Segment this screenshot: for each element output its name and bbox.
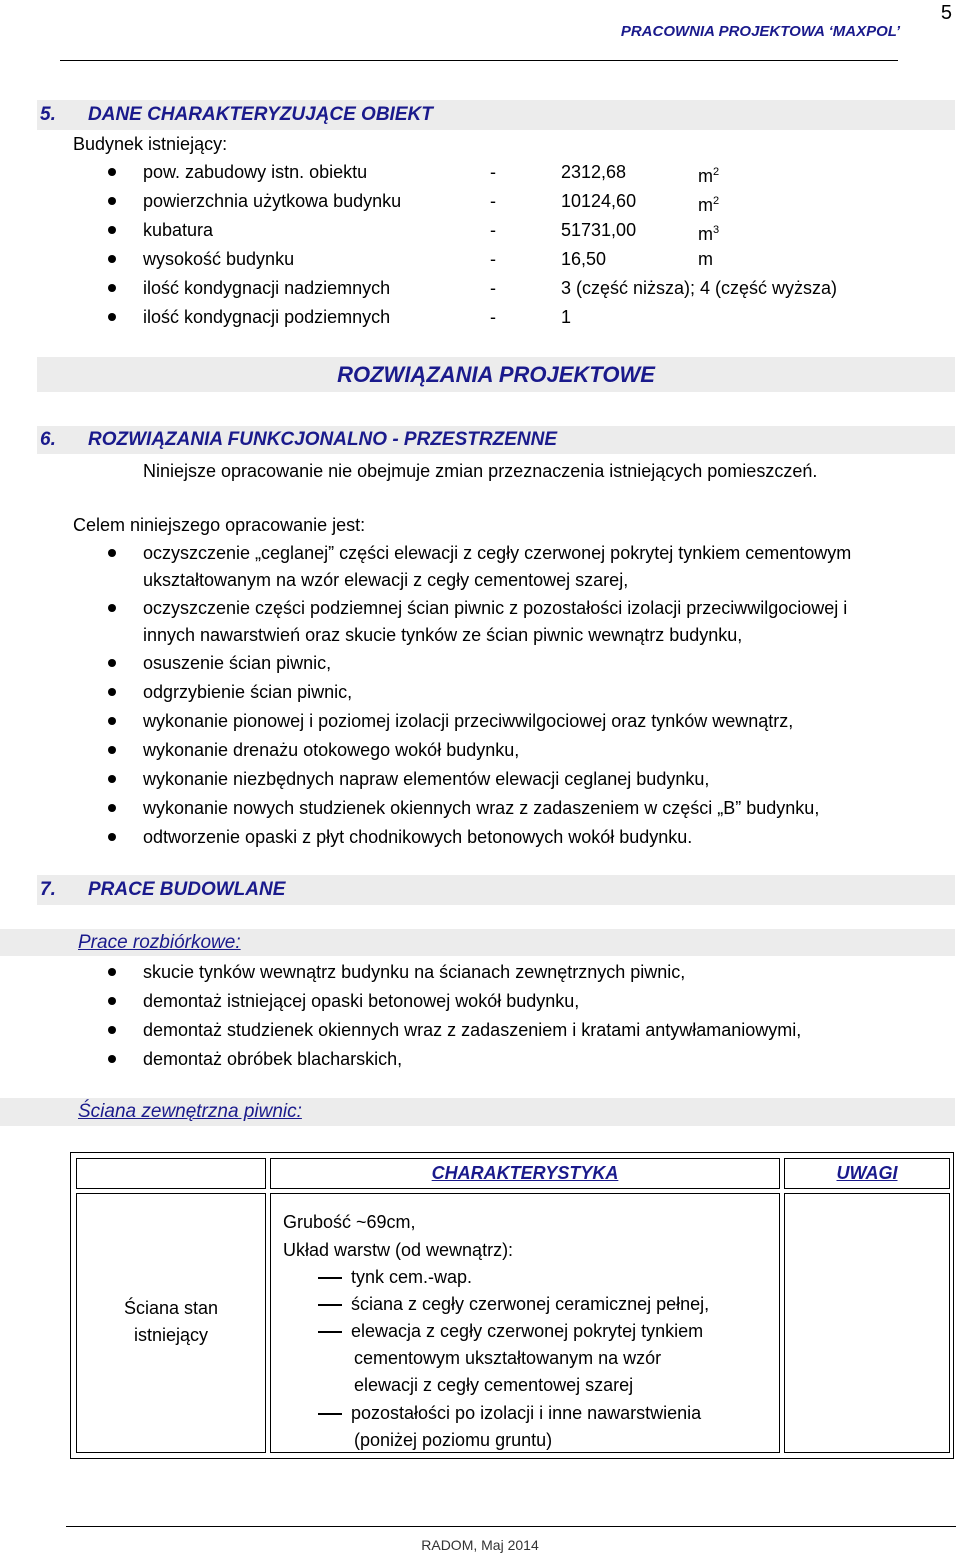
data-dash: - <box>490 191 496 211</box>
layer-item: (poniżej poziomu gruntu) <box>354 1430 553 1450</box>
goal-item: ukształtowanym na wzór elewacji z cegły cementowej szarej, <box>143 570 629 590</box>
section6-number: 6. <box>40 429 56 450</box>
footer-rule <box>66 1526 956 1527</box>
bullet-icon <box>108 255 116 263</box>
data-value: 2312,68 <box>561 162 627 182</box>
unit-exponent: 2 <box>713 166 720 178</box>
data-label: ilość kondygnacji nadziemnych <box>143 278 391 298</box>
section6-goal-intro: Celem niniejszego opracowanie jest: <box>73 515 366 535</box>
table-header-empty <box>76 1158 266 1189</box>
goal-item: wykonanie nowych studzienek okiennych wraz z zadaszeniem w części „B” budynku, <box>143 798 820 818</box>
data-dash: - <box>490 307 496 327</box>
bullet-icon <box>108 284 116 292</box>
data-value: 3 (część niższa); 4 (część wyższa) <box>561 278 838 298</box>
table-row-label-cell <box>76 1193 266 1453</box>
table-header-char <box>270 1158 780 1189</box>
goal-item: oczyszczenie części podziemnej ścian piwnic z pozostałości izolacji przeciwwilgociowej i <box>143 598 848 618</box>
table-header-notes <box>784 1158 950 1189</box>
section6-note: Niniejsze opracowanie nie obejmuje zmian przeznaczenia istniejących pomieszczeń. <box>143 461 818 481</box>
bullet-icon <box>108 549 116 557</box>
data-dash: - <box>490 278 496 298</box>
section5-title: DANE CHARAKTERYZUJĄCE OBIEKT <box>88 104 433 125</box>
row-label-line2: istniejący <box>133 1325 209 1345</box>
data-label: ilość kondygnacji podziemnych <box>143 307 391 327</box>
unit-symbol: m <box>698 224 713 244</box>
dash-icon <box>318 1277 342 1279</box>
data-label: wysokość budynku <box>143 249 295 269</box>
data-dash: - <box>490 220 496 240</box>
goal-item: odtworzenie opaski z płyt chodnikowych betonowych wokół budynku. <box>143 827 693 847</box>
bullet-icon <box>108 833 116 841</box>
bullet-icon <box>108 746 116 754</box>
bullet-icon <box>108 313 116 321</box>
bullet-icon <box>108 1026 116 1034</box>
section6-title: ROZWIĄZANIA FUNKCJONALNO - PRZESTRZENNE <box>88 429 557 450</box>
header-char-label: CHARAKTERYSTYKA <box>431 1163 619 1183</box>
bullet-icon <box>108 226 116 234</box>
layer-item: elewacji z cegły cementowej szarej <box>354 1375 634 1395</box>
layer-item: cementowym ukształtowanym na wzór <box>354 1348 662 1368</box>
goal-item: wykonanie pionowej i poziomej izolacji przeciwwilgociowej oraz tynków wewnątrz, <box>143 711 794 731</box>
table-notes-cell <box>784 1193 950 1453</box>
bullet-icon <box>108 997 116 1005</box>
bullet-icon <box>108 775 116 783</box>
page-header: PRACOWNIA PROJEKTOWA ‘MAXPOL’ <box>620 23 900 40</box>
data-dash: - <box>490 249 496 269</box>
demolition-item: demontaż studzienek okiennych wraz z zadaszeniem i kratami antywłamaniowymi, <box>143 1020 802 1040</box>
wall-title: Ściana zewnętrzna piwnic: <box>78 1101 302 1122</box>
layer-item: tynk cem.-wap. <box>351 1267 473 1287</box>
goal-item: odgrzybienie ścian piwnic, <box>143 682 353 702</box>
bullet-icon <box>108 659 116 667</box>
data-value: 51731,00 <box>561 220 637 240</box>
layer-item: elewacja z cegły czerwonej pokrytej tynkiem <box>351 1321 704 1341</box>
layer-item: ściana z cegły czerwonej ceramicznej pełnej, <box>351 1294 710 1314</box>
bullet-icon <box>108 688 116 696</box>
data-dash: - <box>490 162 496 182</box>
unit-symbol: m <box>698 166 713 186</box>
dash-icon <box>318 1331 342 1333</box>
header-notes-label: UWAGI <box>836 1163 898 1183</box>
data-label: powierzchnia użytkowa budynku <box>143 191 402 211</box>
unit-exponent: 3 <box>713 224 720 236</box>
goal-item: wykonanie niezbędnych napraw elementów elewacji ceglanej budynku, <box>143 769 710 789</box>
demolition-item: demontaż istniejącej opaski betonowej wokół budynku, <box>143 991 580 1011</box>
bullet-icon <box>108 168 116 176</box>
data-label: kubatura <box>143 220 214 240</box>
bullet-icon <box>108 604 116 612</box>
layer-item: pozostałości po izolacji i inne nawarstwienia <box>351 1403 702 1423</box>
goal-item: wykonanie drenażu otokowego wokół budynku, <box>143 740 520 760</box>
bullet-icon <box>108 804 116 812</box>
data-value: 10124,60 <box>561 191 637 211</box>
dash-icon <box>318 1304 342 1306</box>
demolition-item: demontaż obróbek blacharskich, <box>143 1049 403 1069</box>
demolition-item: skucie tynków wewnątrz budynku na ścianach zewnętrznych piwnic, <box>143 962 686 982</box>
bullet-icon <box>108 968 116 976</box>
section7-number: 7. <box>40 879 56 900</box>
unit-exponent: 2 <box>713 195 720 207</box>
page-number: 5 <box>940 2 952 24</box>
data-label: pow. zabudowy istn. obiektu <box>143 162 368 182</box>
data-unit <box>698 161 719 187</box>
layers-intro: Układ warstw (od wewnątrz): <box>283 1240 514 1260</box>
section7-title: PRACE BUDOWLANE <box>88 879 286 900</box>
bullet-icon <box>108 1055 116 1063</box>
data-unit <box>698 248 713 270</box>
data-unit <box>698 190 719 216</box>
goal-item: innych nawarstwień oraz skucie tynków ze ścian piwnic wewnątrz budynku, <box>143 625 743 645</box>
section5-intro: Budynek istniejący: <box>73 134 228 154</box>
bullet-icon <box>108 197 116 205</box>
footer-text: RADOM, Maj 2014 <box>421 1537 539 1553</box>
section5-number: 5. <box>40 104 56 125</box>
header-rule <box>60 60 898 61</box>
goal-item: oczyszczenie „ceglanej” części elewacji z cegły czerwonej pokrytej tynkiem cementowym <box>143 543 852 563</box>
thickness-line: Grubość ~69cm, <box>283 1212 416 1232</box>
row-label-line1: Ściana stan <box>123 1298 219 1318</box>
dash-icon <box>318 1413 342 1415</box>
demolition-title: Prace rozbiórkowe: <box>78 932 241 953</box>
unit-symbol: m <box>698 249 713 269</box>
banner-title: ROZWIĄZANIA PROJEKTOWE <box>337 362 655 387</box>
data-unit <box>698 219 719 245</box>
bullet-icon <box>108 717 116 725</box>
unit-symbol: m <box>698 195 713 215</box>
goal-item: osuszenie ścian piwnic, <box>143 653 332 673</box>
data-value: 16,50 <box>561 249 607 269</box>
data-value: 1 <box>561 307 572 327</box>
